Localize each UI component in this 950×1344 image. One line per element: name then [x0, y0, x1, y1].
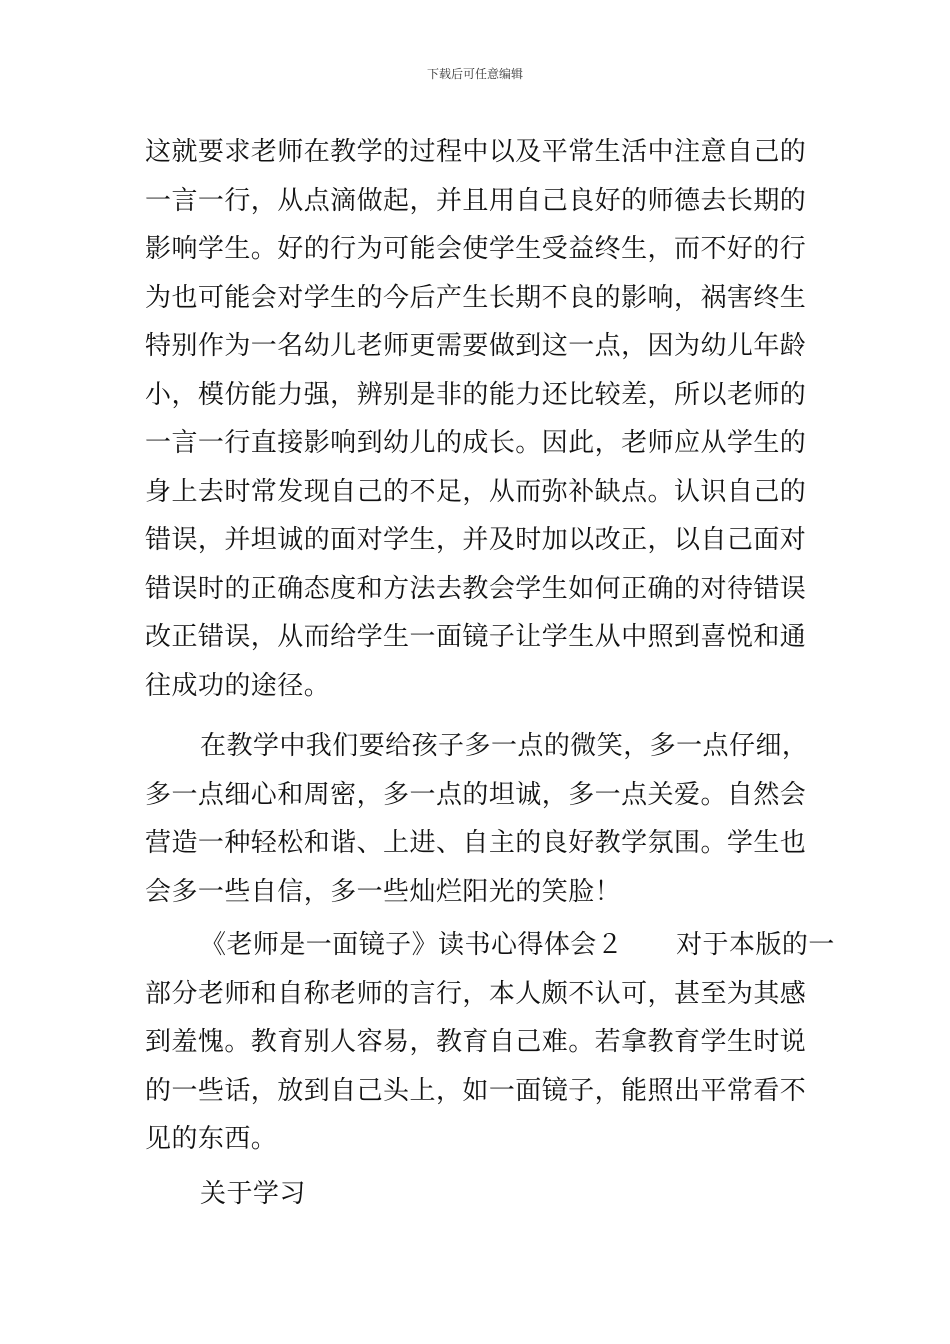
paragraph-line: 的一些话，放到自己头上，如一面镜子，能照出平常看不	[145, 1075, 807, 1106]
paragraph-1	[145, 128, 813, 710]
paragraph-line: 身上去时常发现自己的不足，从而弥补缺点。认识自己的	[145, 476, 807, 507]
paragraph-line: 在教学中我们要给孩子多一点的微笑，多一点仔细，	[200, 731, 809, 761]
paragraph-line: 见的东西。	[145, 1124, 278, 1154]
paragraph-line: 多一点细心和周密，多一点的坦诚，多一点关爱。自然会	[145, 779, 807, 810]
paragraph-2	[145, 722, 813, 916]
paragraph-line: 到羞愧。教育别人容易，教育自己难。若拿教育学生时说	[145, 1027, 807, 1057]
paragraph-line: 改正错误，从而给学生一面镜子让学生从中照到喜悦和通	[145, 622, 807, 652]
paragraph-line: 关于学习	[200, 1179, 306, 1209]
paragraph-line: 营造一种轻松和谐、上进、自主的良好教学氛围。学生也	[145, 828, 807, 858]
paragraph-line: 一言一行，从点滴做起，并且用自己良好的师德去长期的	[145, 185, 807, 216]
paragraph-line: 特别作为一名幼儿老师更需要做到这一点，因为幼儿年龄	[145, 331, 807, 361]
paragraph-line: 影响学生。好的行为可能会使学生受益终生，而不好的行	[145, 234, 807, 264]
paragraph-line: 部分老师和自称老师的言行，本人颇不认可，甚至为其感	[145, 978, 807, 1009]
paragraph-line: 一言一行直接影响到幼儿的成长。因此，老师应从学生的	[145, 428, 807, 458]
paragraph-3	[145, 921, 835, 1164]
paragraph-line: 小，模仿能力强，辨别是非的能力还比较差，所以老师的	[145, 379, 807, 410]
paragraph-4	[145, 1170, 813, 1219]
paragraph-line: 错误时的正确态度和方法去教会学生如何正确的对待错误	[145, 573, 807, 604]
paragraph-line: 会多一些自信，多一些灿烂阳光的笑脸！	[145, 876, 622, 907]
paragraph-line: 《老师是一面镜子》读书心得体会２ 对于本版的一	[200, 930, 835, 960]
paragraph-line: 这就要求老师在教学的过程中以及平常生活中注意自己的	[145, 137, 807, 167]
paragraph-line: 为也可能会对学生的今后产生长期不良的影响，祸害终生	[145, 282, 807, 313]
paragraph-line: 往成功的途径。	[145, 670, 331, 701]
paragraph-line: 错误，并坦诚的面对学生，并及时加以改正，以自己面对	[145, 525, 807, 555]
page-header-note: 下载后可任意编辑	[426, 67, 523, 81]
